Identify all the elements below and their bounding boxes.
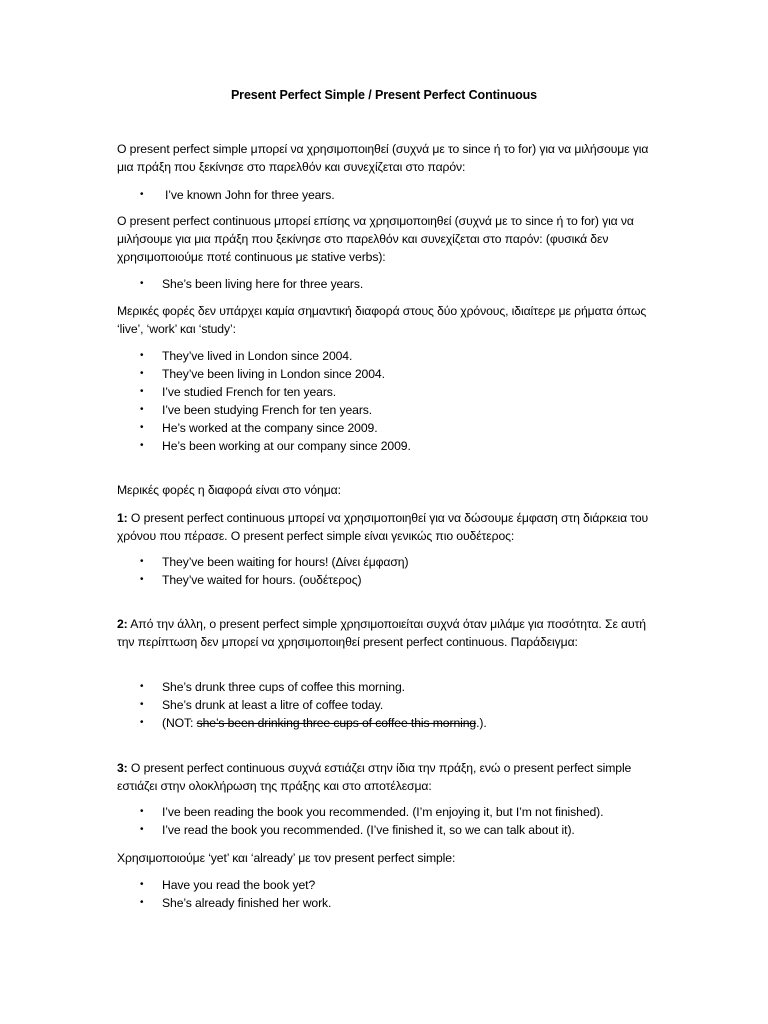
bullet-icon: • <box>140 404 144 415</box>
list-item-text: They’ve been living in London since 2004. <box>162 367 385 381</box>
list-item <box>117 571 677 589</box>
list-item-text: She’s been living here for three years. <box>162 277 364 291</box>
list-item <box>117 383 677 401</box>
list-item-text: I’ve read the book you recommended. (I’ve finished it, so we can talk about it). <box>162 823 575 837</box>
bullet-icon: • <box>140 278 144 289</box>
list-item <box>117 553 677 571</box>
bullet-icon: • <box>140 879 144 890</box>
list-item <box>117 714 677 732</box>
bullet-icon: • <box>140 422 144 433</box>
not-prefix: (NOT: <box>162 716 197 730</box>
list-item-text: I’ve been reading the book you recommended. (I’m enjoying it, but I’m not finished). <box>162 805 604 819</box>
bullet-icon: • <box>140 386 144 397</box>
bullet-icon: • <box>140 368 144 379</box>
bullet-icon: • <box>140 806 144 817</box>
list-item-text: She’s already finished her work. <box>162 896 332 910</box>
point-number: 2: <box>117 617 128 631</box>
bullet-list-5 <box>117 553 677 589</box>
list-item-text: I’ve studied French for ten years. <box>162 385 337 399</box>
list-item <box>117 419 677 437</box>
bullet-icon: • <box>140 440 144 451</box>
not-suffix: .). <box>476 716 487 730</box>
document-title: Present Perfect Simple / Present Perfect Continuous <box>230 88 538 102</box>
paragraph-8: Χρησιμοποιούμε ‘yet’ και ‘already’ με τον present perfect simple: <box>117 851 456 865</box>
list-item <box>117 678 677 696</box>
list-item-text: They’ve lived in London since 2004. <box>162 349 353 363</box>
list-item <box>117 347 677 365</box>
paragraph-text: O present perfect continuous μπορεί να χρησιμοποιηθεί για να δώσουμε έμφαση στη διάρκεια του χρόνου που πέρασε. O present perfect simple είναι γενικώς πιο ουδέτερος: <box>117 511 649 543</box>
bullet-icon: • <box>140 681 144 692</box>
list-item-text: He’s worked at the company since 2009. <box>162 421 378 435</box>
paragraph-4: Μερικές φορές η διαφορά είναι στο νόημα: <box>117 483 341 497</box>
list-item <box>117 365 677 383</box>
paragraph-text: O present perfect continuous συχνά εστιάζει στην ίδια την πράξη, ενώ ο present perfect simple εστιάζει στην ολοκλήρωση της πράξης και στο αποτέλεσμα: <box>117 761 632 793</box>
paragraph-text: Από την άλλη, ο present perfect simple χρησιμοποιείται συχνά όταν μιλάμε για ποσότητα. Σε αυτή την περίπτωση δεν μπορεί να χρησιμοποιηθεί present perfect continuous. Παράδειγμα: <box>117 617 646 649</box>
paragraph-3: Μερικές φορές δεν υπάρχει καμία σημαντική διαφορά στους δύο χρόνους, ιδιαίτερε με ρήματα όπως ‘live’, ‘work’ και ‘study’: <box>117 304 647 336</box>
bullet-list-8 <box>117 876 677 912</box>
bullet-list-3 <box>117 347 677 455</box>
bullet-list-6 <box>117 678 677 732</box>
list-item-text: She’s drunk three cups of coffee this morning. <box>162 680 405 694</box>
list-item <box>117 275 677 293</box>
bullet-icon: • <box>140 824 144 835</box>
bullet-icon: • <box>140 897 144 908</box>
list-item-text: They’ve been waiting for hours! (Δίνει έμφαση) <box>162 555 409 569</box>
list-item <box>117 803 677 821</box>
paragraph-7 <box>117 759 662 795</box>
bullet-icon: • <box>140 350 144 361</box>
list-item <box>117 696 677 714</box>
point-number: 3: <box>117 761 128 775</box>
list-item-text: I’ve known John for three years. <box>165 188 335 202</box>
bullet-icon: • <box>140 574 144 585</box>
paragraph-5 <box>117 509 662 545</box>
list-item <box>117 437 677 455</box>
list-item <box>117 876 677 894</box>
list-item-text: They’ve waited for hours. (ουδέτερος) <box>162 573 362 587</box>
list-item-text: He’s been working at our company since 2009. <box>162 439 411 453</box>
list-item-text: Have you read the book yet? <box>162 878 316 892</box>
paragraph-2: O present perfect continuous μπορεί επίσης να χρησιμοποιηθεί (συχνά με το since ή το for) για να μιλήσουμε για μια πράξη που ξεκίνησε στο παρελθόν και συνεχίζεται στο παρόν: (φυσικά δεν χρησιμοποιούμε ποτέ continuous με stative verbs): <box>117 214 634 264</box>
list-item <box>117 821 677 839</box>
paragraph-6 <box>117 615 662 651</box>
bullet-icon: • <box>140 556 144 567</box>
list-item-text: I’ve been studying French for ten years. <box>162 403 373 417</box>
list-item <box>117 186 677 204</box>
point-number: 1: <box>117 511 128 525</box>
bullet-icon: • <box>140 699 144 710</box>
list-item <box>117 894 677 912</box>
bullet-icon: • <box>140 717 144 728</box>
bullet-icon: • <box>140 189 144 200</box>
bullet-list-7 <box>117 803 677 839</box>
bullet-list-2 <box>117 275 677 293</box>
list-item-text: She’s drunk at least a litre of coffee today. <box>162 698 384 712</box>
struck-example: she’s been drinking three cups of coffee this morning <box>196 716 477 730</box>
bullet-list-1 <box>117 186 677 204</box>
paragraph-1: O present perfect simple μπορεί να χρησιμοποιηθεί (συχνά με το since ή το for) για να μιλήσουμε για μια πράξη που ξεκίνησε στο παρελθόν και συνεχίζεται στο παρόν: <box>117 142 649 174</box>
list-item <box>117 401 677 419</box>
